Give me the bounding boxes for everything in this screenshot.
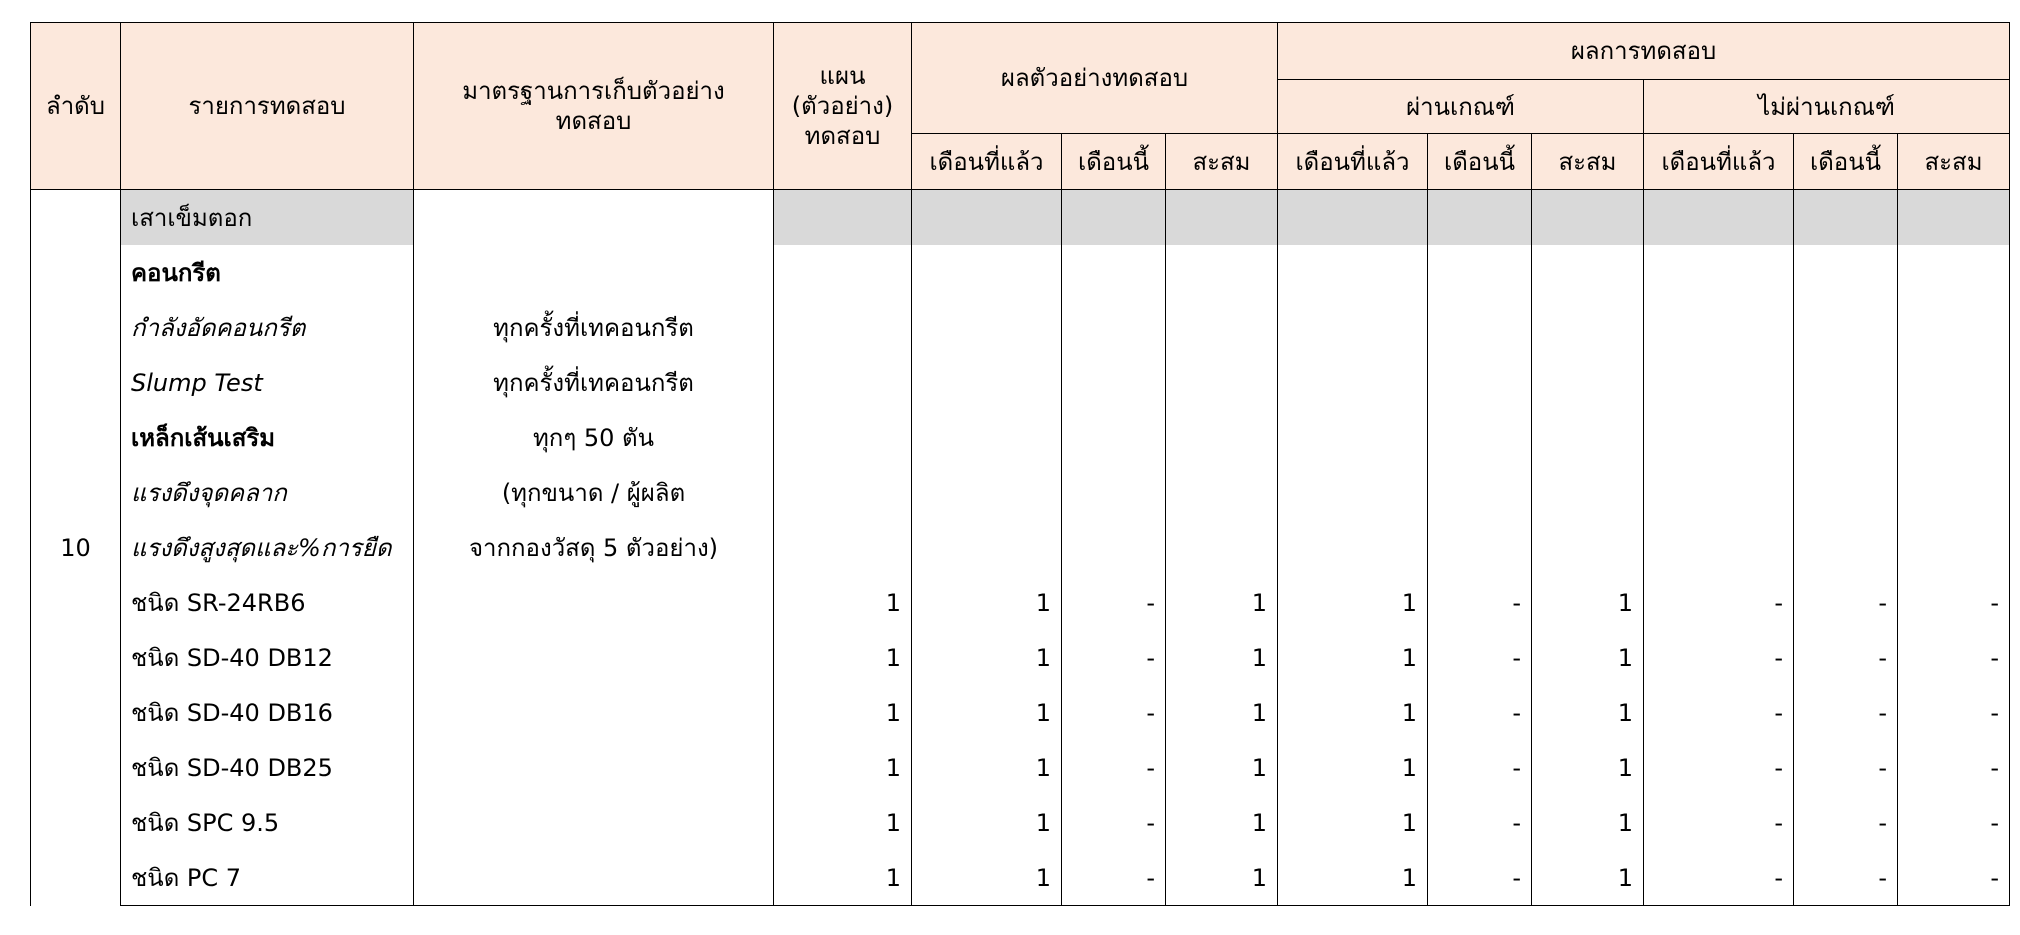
sampling-standard-empty <box>414 685 774 740</box>
empty-cell <box>1898 520 2010 575</box>
test-type-label: ชนิด SD-40 DB12 <box>121 630 414 685</box>
list-item <box>31 355 2010 410</box>
table-row <box>31 575 2010 630</box>
empty-cell <box>1166 245 1278 300</box>
value-fail-accumulated: - <box>1898 795 2010 850</box>
empty-cell <box>1898 410 2010 465</box>
test-results-table <box>30 22 2010 906</box>
value-fail-this-month: - <box>1794 630 1898 685</box>
table-body <box>31 190 2010 906</box>
value-fail-accumulated: - <box>1898 685 2010 740</box>
table-header <box>31 23 2010 190</box>
sampling-standard-empty <box>414 630 774 685</box>
value-pass-this-month: - <box>1428 630 1532 685</box>
header-pass-accumulated: สะสม <box>1532 134 1644 190</box>
sampling-standard <box>414 245 774 300</box>
empty-cell <box>1428 300 1532 355</box>
value-samples-this-month: - <box>1062 850 1166 906</box>
header-item: รายการทดสอบ <box>121 23 414 190</box>
value-samples-this-month: - <box>1062 685 1166 740</box>
empty-cell <box>1532 410 1644 465</box>
empty-cell <box>1898 300 2010 355</box>
empty-cell <box>1794 300 1898 355</box>
sampling-standard: ทุกครั้งที่เทคอนกรีต <box>414 300 774 355</box>
value-samples-accumulated: 1 <box>1166 850 1278 906</box>
sampling-standard: (ทุกขนาด / ผู้ผลิต <box>414 465 774 520</box>
empty-cell <box>1532 300 1644 355</box>
empty-cell <box>912 245 1062 300</box>
empty-cell <box>1166 300 1278 355</box>
table-row <box>31 685 2010 740</box>
empty-cell <box>1644 410 1794 465</box>
value-samples-accumulated: 1 <box>1166 685 1278 740</box>
empty-cell <box>1794 245 1898 300</box>
header-pass-last-month: เดือนที่แล้ว <box>1278 134 1428 190</box>
value-pass-accumulated: 1 <box>1532 850 1644 906</box>
empty-cell <box>1532 520 1644 575</box>
empty-cell <box>1062 520 1166 575</box>
empty-cell <box>1428 355 1532 410</box>
value-plan: 1 <box>774 850 912 906</box>
empty-cell <box>912 300 1062 355</box>
test-type-label: ชนิด SD-40 DB25 <box>121 740 414 795</box>
empty-cell <box>1794 355 1898 410</box>
value-fail-this-month: - <box>1794 795 1898 850</box>
empty-cell <box>1794 465 1898 520</box>
header-samples: ผลตัวอย่างทดสอบ <box>912 23 1278 134</box>
empty-cell <box>1532 245 1644 300</box>
value-pass-accumulated: 1 <box>1532 795 1644 850</box>
value-plan: 1 <box>774 740 912 795</box>
value-samples-last-month: 1 <box>912 575 1062 630</box>
value-pass-last-month: 1 <box>1278 685 1428 740</box>
empty-cell <box>1898 245 2010 300</box>
value-samples-last-month: 1 <box>912 795 1062 850</box>
value-fail-last-month: - <box>1644 795 1794 850</box>
test-type-label: ชนิด SPC 9.5 <box>121 795 414 850</box>
test-item-label: Slump Test <box>121 355 414 410</box>
empty-cell <box>1278 300 1428 355</box>
category-standard-cell <box>414 190 774 246</box>
value-samples-this-month: - <box>1062 795 1166 850</box>
empty-cell <box>1644 355 1794 410</box>
test-item-label: แรงดึงสูงสุดและ%การยืด <box>121 520 414 575</box>
empty-cell <box>1898 465 2010 520</box>
empty-cell <box>774 410 912 465</box>
value-fail-last-month: - <box>1644 740 1794 795</box>
header-fail-accumulated: สะสม <box>1898 134 2010 190</box>
empty-cell <box>1428 465 1532 520</box>
empty-cell <box>1428 245 1532 300</box>
sampling-standard-empty <box>414 575 774 630</box>
header-standard <box>414 23 774 190</box>
empty-cell <box>1062 355 1166 410</box>
header-samples-this-month: เดือนนี้ <box>1062 134 1166 190</box>
value-fail-last-month: - <box>1644 850 1794 906</box>
empty-cell <box>912 355 1062 410</box>
value-fail-accumulated: - <box>1898 575 2010 630</box>
value-fail-last-month: - <box>1644 685 1794 740</box>
value-pass-last-month: 1 <box>1278 740 1428 795</box>
empty-cell <box>1062 300 1166 355</box>
value-fail-this-month: - <box>1794 685 1898 740</box>
header-results: ผลการทดสอบ <box>1278 23 2010 80</box>
empty-cell <box>1644 465 1794 520</box>
value-pass-accumulated: 1 <box>1532 740 1644 795</box>
empty-cell <box>1794 410 1898 465</box>
list-item <box>31 465 2010 520</box>
value-pass-last-month: 1 <box>1278 575 1428 630</box>
value-fail-this-month: - <box>1794 850 1898 906</box>
value-fail-accumulated: - <box>1898 630 2010 685</box>
value-samples-accumulated: 1 <box>1166 575 1278 630</box>
test-item-label: กำลังอัดคอนกรีต <box>121 300 414 355</box>
header-standard-line2: ทดสอบ <box>555 107 632 135</box>
empty-cell <box>1062 245 1166 300</box>
value-plan: 1 <box>774 575 912 630</box>
table-row <box>31 630 2010 685</box>
test-item-label: คอนกรีต <box>121 245 414 300</box>
value-samples-last-month: 1 <box>912 685 1062 740</box>
empty-cell <box>912 465 1062 520</box>
value-pass-accumulated: 1 <box>1532 630 1644 685</box>
empty-cell <box>774 465 912 520</box>
empty-cell <box>1278 465 1428 520</box>
value-fail-accumulated: - <box>1898 740 2010 795</box>
value-samples-last-month: 1 <box>912 850 1062 906</box>
empty-cell <box>912 410 1062 465</box>
value-plan: 1 <box>774 685 912 740</box>
empty-cell <box>774 355 912 410</box>
value-samples-this-month: - <box>1062 740 1166 795</box>
list-item <box>31 300 2010 355</box>
header-fail: ไม่ผ่านเกณฑ์ <box>1644 80 2010 134</box>
empty-cell <box>1644 245 1794 300</box>
value-pass-this-month: - <box>1428 740 1532 795</box>
sampling-standard-empty <box>414 740 774 795</box>
value-samples-accumulated: 1 <box>1166 630 1278 685</box>
value-fail-last-month: - <box>1644 630 1794 685</box>
sampling-standard: จากกองวัสดุ 5 ตัวอย่าง) <box>414 520 774 575</box>
list-item <box>31 245 2010 300</box>
test-item-label: แรงดึงจุดคลาก <box>121 465 414 520</box>
empty-cell <box>1166 465 1278 520</box>
header-standard-line1: มาตรฐานการเก็บตัวอย่าง <box>462 77 725 105</box>
list-item <box>31 410 2010 465</box>
value-pass-accumulated: 1 <box>1532 575 1644 630</box>
table-row <box>31 850 2010 906</box>
empty-cell <box>1644 300 1794 355</box>
header-plan-line2: (ตัวอย่าง) <box>791 92 894 120</box>
empty-cell <box>1062 410 1166 465</box>
list-item <box>31 520 2010 575</box>
header-fail-last-month: เดือนที่แล้ว <box>1644 134 1794 190</box>
header-samples-accumulated: สะสม <box>1166 134 1278 190</box>
header-plan <box>774 23 912 190</box>
value-pass-this-month: - <box>1428 795 1532 850</box>
value-fail-last-month: - <box>1644 575 1794 630</box>
value-samples-accumulated: 1 <box>1166 740 1278 795</box>
value-pass-this-month: - <box>1428 850 1532 906</box>
value-pass-this-month: - <box>1428 685 1532 740</box>
table-row <box>31 740 2010 795</box>
header-pass-this-month: เดือนนี้ <box>1428 134 1532 190</box>
header-samples-last-month: เดือนที่แล้ว <box>912 134 1062 190</box>
test-type-label: ชนิด SR-24RB6 <box>121 575 414 630</box>
test-item-label: เหล็กเส้นเสริม <box>121 410 414 465</box>
value-fail-this-month: - <box>1794 575 1898 630</box>
value-samples-last-month: 1 <box>912 630 1062 685</box>
value-pass-accumulated: 1 <box>1532 685 1644 740</box>
empty-cell <box>1166 355 1278 410</box>
empty-cell <box>912 520 1062 575</box>
value-fail-this-month: - <box>1794 740 1898 795</box>
value-pass-last-month: 1 <box>1278 850 1428 906</box>
value-plan: 1 <box>774 630 912 685</box>
empty-cell <box>1428 410 1532 465</box>
empty-cell <box>1278 520 1428 575</box>
empty-cell <box>1166 520 1278 575</box>
sampling-standard-empty <box>414 850 774 906</box>
header-plan-line1: แผน <box>819 62 866 90</box>
value-samples-this-month: - <box>1062 630 1166 685</box>
empty-cell <box>1062 465 1166 520</box>
value-samples-this-month: - <box>1062 575 1166 630</box>
sampling-standard: ทุกครั้งที่เทคอนกรีต <box>414 355 774 410</box>
empty-cell <box>774 520 912 575</box>
empty-cell <box>1898 355 2010 410</box>
empty-cell <box>1794 520 1898 575</box>
header-plan-line3: ทดสอบ <box>804 122 881 150</box>
header-fail-this-month: เดือนนี้ <box>1794 134 1898 190</box>
category-row <box>31 190 2010 246</box>
table-row <box>31 795 2010 850</box>
empty-cell <box>1428 520 1532 575</box>
header-pass: ผ่านเกณฑ์ <box>1278 80 1644 134</box>
category-label: เสาเข็มตอก <box>121 190 414 246</box>
empty-cell <box>774 245 912 300</box>
value-plan: 1 <box>774 795 912 850</box>
value-fail-accumulated: - <box>1898 850 2010 906</box>
header-no: ลำดับ <box>31 23 121 190</box>
sampling-standard-empty <box>414 795 774 850</box>
value-pass-last-month: 1 <box>1278 630 1428 685</box>
empty-cell <box>1278 410 1428 465</box>
empty-cell <box>774 300 912 355</box>
test-type-label: ชนิด SD-40 DB16 <box>121 685 414 740</box>
empty-cell <box>1278 245 1428 300</box>
section-number: 10 <box>31 190 121 906</box>
empty-cell <box>1644 520 1794 575</box>
sampling-standard: ทุกๆ 50 ตัน <box>414 410 774 465</box>
value-pass-last-month: 1 <box>1278 795 1428 850</box>
empty-cell <box>1278 355 1428 410</box>
empty-cell <box>1532 355 1644 410</box>
test-type-label: ชนิด PC 7 <box>121 850 414 906</box>
value-samples-accumulated: 1 <box>1166 795 1278 850</box>
empty-cell <box>1166 410 1278 465</box>
value-samples-last-month: 1 <box>912 740 1062 795</box>
empty-cell <box>1532 465 1644 520</box>
value-pass-this-month: - <box>1428 575 1532 630</box>
